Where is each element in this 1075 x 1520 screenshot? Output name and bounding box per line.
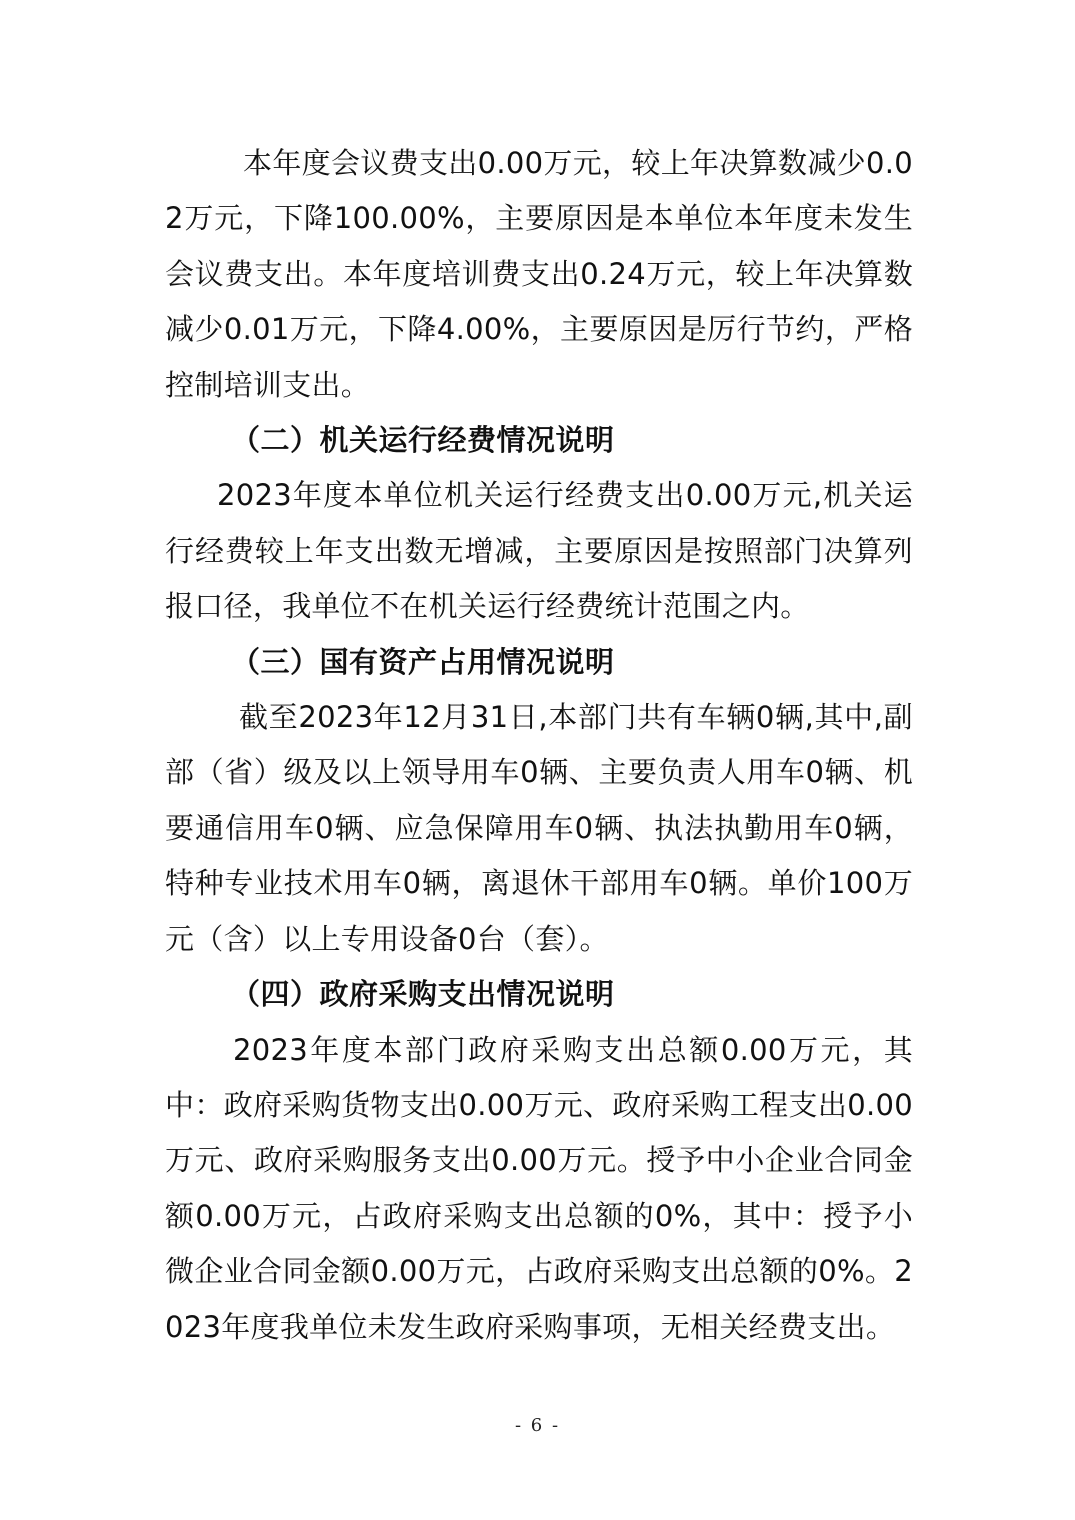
paragraph-government-procurement: 2023年度本部门政府采购支出总额0.00万元，其中：政府采购货物支出0.00万元、政府采购工程支出0.00万元、政府采购服务支出0.00万元。授予中小企业合同金额0.00万元，占政府采购支出总额的0%，其中：授予小微企业合同金额0.00万元，占政府采购支出总额的0%。2023年度我单位未发生政府采购事项，无相关经费支出。 [165,1032,913,1344]
section-heading-government-procurement: （四）政府采购支出情况说明 [231,977,615,1012]
paragraph-operating-expenses: 2023年度本单位机关运行经费支出0.00万元,机关运行经费较上年支出数无增减，主要原因是按照部门决算列报口径，我单位不在机关运行经费统计范围之内。 [165,478,913,624]
section-heading-state-assets: （三）国有资产占用情况说明 [231,644,615,679]
page-number: - 6 - [514,1415,561,1436]
section-heading-operating-expenses: （二）机关运行经费情况说明 [231,423,615,458]
paragraph-meeting-training-fees: 本年度会议费支出0.00万元，较上年决算数减少0.02万元，下降100.00%，主要原因是本单位本年度未发生会议费支出。本年度培训费支出0.24万元，较上年决算数减少0.01万元，下降4.00%，主要原因是厉行节约，严格控制培训支出。 [165,146,913,402]
document-body [165,136,913,1355]
paragraph-state-assets: 截至2023年12月31日,本部门共有车辆0辆,其中,副部（省）级及以上领导用车0辆、主要负责人用车0辆、机要通信用车0辆、应急保障用车0辆、执法执勤用车0辆，特种专业技术用车0辆，离退休干部用车0辆。单价100万元（含）以上专用设备0台（套）。 [165,700,913,956]
